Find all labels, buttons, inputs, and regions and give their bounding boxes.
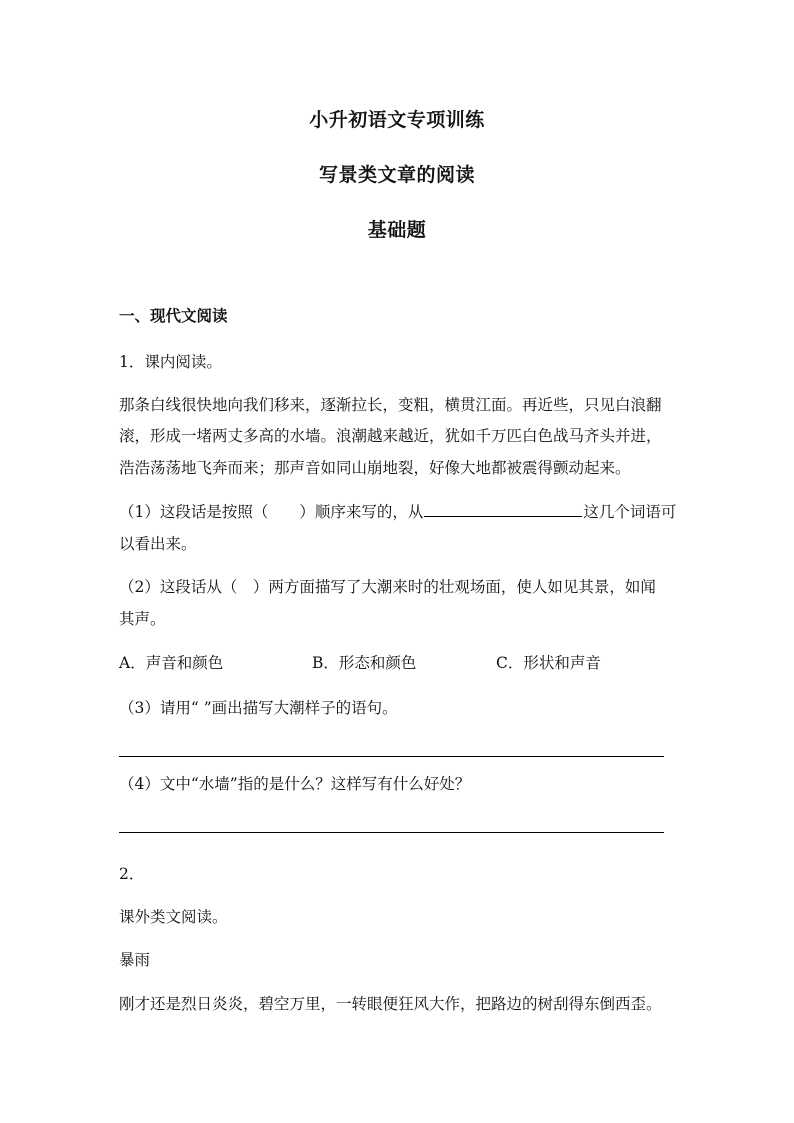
passage-line-1: 那条白线很快地向我们移来，逐渐拉长，变粗，横贯江面。再近些，只见白浪翻 [119,396,662,414]
option-c[interactable]: C．形状和声音 [496,654,601,672]
passage-title: 暴雨 [119,951,151,969]
sub-question-2: （2）这段话从（ ）两方面描写了大潮来时的壮观场面，使人如见其景，如闻 [119,578,656,596]
page-title: 小升初语文专项训练 [309,109,485,131]
option-a[interactable]: A．声音和颜色 [119,654,224,672]
question-1-label: 1．课内阅读。 [119,353,222,371]
sub-question-1 [119,500,676,522]
answer-line[interactable] [119,756,664,757]
page-subtitle: 写景类文章的阅读 [318,164,475,186]
answer-blank[interactable] [424,502,582,517]
passage-line-3: 浩浩荡荡地飞奔而来；那声音如同山崩地裂，好像大地都被震得颤动起来。 [119,459,631,477]
option-b[interactable]: B．形态和颜色 [312,654,417,672]
sub-question-2-continued: 其声。 [119,610,166,628]
sub-question-3: （3）请用“ ”画出描写大潮样子的语句。 [119,699,398,717]
passage-2-line-1: 刚才还是烈日炎炎，碧空万里，一转眼便狂风大作，把路边的树刮得东倒西歪。 [119,995,662,1013]
question-2-label: 2． [119,865,145,883]
sub-question-1-text-end: 这几个词语可 [583,503,677,521]
sub-question-4: （4）文中“水墙”指的是什么？这样写有什么好处？ [119,775,471,793]
sub-question-1-text: （1）这段话是按照（ ）顺序来写的，从 [119,503,424,521]
sub-question-1-continued: 以看出来。 [119,535,197,553]
section-heading: 一、现代文阅读 [119,306,228,325]
question-2-intro: 课外类文阅读。 [119,908,228,926]
answer-line[interactable] [119,832,664,833]
difficulty-level: 基础题 [367,219,427,241]
passage-line-2: 滚，形成一堵两丈多高的水墙。浪潮越来越近，犹如千万匹白色战马齐头并进， [119,427,662,445]
